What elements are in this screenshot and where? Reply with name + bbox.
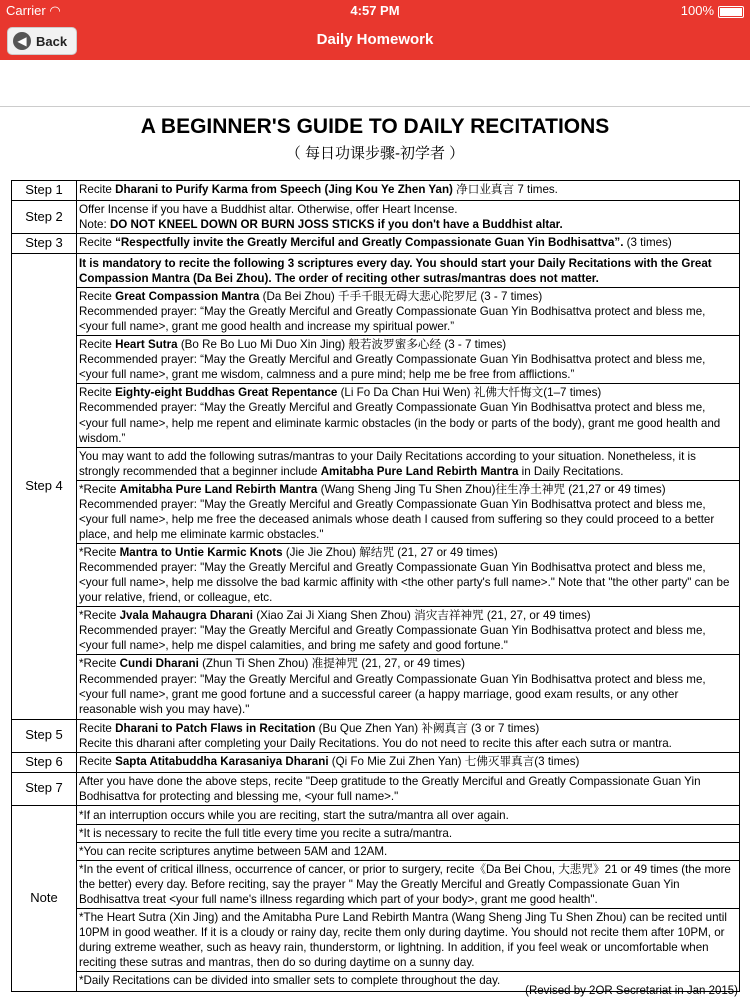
- step-label: Step 6: [12, 752, 77, 772]
- step-row: [12, 234, 740, 254]
- carrier-label: Carrier ◠: [6, 3, 61, 18]
- document-subtitle: （ 每日功课步骤-初学者 ）: [285, 145, 465, 162]
- step-label: Step 5: [12, 719, 77, 752]
- divider: [0, 106, 750, 107]
- note-item: *The Heart Sutra (Xin Jing) and the Amitabha Pure Land Rebirth Mantra (Wang Sheng Jing Tu Shen Zhou) can be recited until 10PM in good weather. If it is a cloudy or rainy day, recite them only during daytime. You should not recite them after 10PM, or during extreme weather, such as heavy rain, thunderstorm, or lightning. In addition, if you feel weak or uncomfortable when reciting these sutras and mantras, then do so during daytime on a sunny day.: [77, 908, 739, 971]
- step-label: Step 3: [12, 234, 77, 254]
- nav-bar: [0, 22, 750, 60]
- step-content: Recite Sapta Atitabuddha Karasaniya Dharani (Qi Fo Mie Zui Zhen Yan) 七佛灭罪真言(3 times): [77, 752, 740, 772]
- step-content: Recite Dharani to Purify Karma from Speech (Jing Kou Ye Zhen Yan) 净口业真言 7 times.: [77, 181, 740, 201]
- step-content: Offer Incense if you have a Buddhist altar. Otherwise, offer Heart Incense. Note: DO NOT KNEEL DOWN OR BURN JOSS STICKS if you don't have a Buddhist altar.: [77, 200, 740, 233]
- note-item: *It is necessary to recite the full title every time you recite a sutra/mantra.: [77, 824, 739, 842]
- step-row: [12, 772, 740, 805]
- note-item: *If an interruption occurs while you are reciting, start the sutra/mantra all over again.: [79, 808, 509, 822]
- revision-note: (Revised by 2OR Secretariat in Jan 2015): [525, 985, 738, 997]
- status-bar: [0, 0, 750, 22]
- step-label: Step 7: [12, 772, 77, 805]
- step-label: Step 2: [12, 200, 77, 233]
- step-row: [12, 200, 740, 233]
- note-row: [12, 805, 740, 991]
- step-content: After you have done the above steps, recite "Deep gratitude to the Greatly Merciful and Greatly Compassionate Guan Yin Bodhisattva for protecting and blessing me, <your full name>.": [77, 772, 740, 805]
- step-row: [12, 719, 740, 752]
- step-row: [12, 752, 740, 772]
- battery-status: 100%: [681, 3, 744, 18]
- note-item: *In the event of critical illness, occurrence of cancer, or prior to surgery, recite《Da Bei Chou, 大悲咒》21 or 49 times (the more the better) every day. Before reciting, say the prayer " May the Greatly Merciful and Greatly Compassionate Guan Yin Bodhisattva treat <your full name's illness regarding which part of your body>, grant me good health".: [77, 860, 739, 908]
- note-content: [77, 805, 740, 991]
- step-label: Step 1: [12, 181, 77, 201]
- note-item: *You can recite scriptures anytime between 5AM and 12AM.: [77, 842, 739, 860]
- step-row: [12, 181, 740, 201]
- clock: 4:57 PM: [350, 3, 400, 18]
- note-item: *Daily Recitations can be divided into smaller sets to complete throughout the day.: [77, 971, 739, 989]
- step-content: It is mandatory to recite the following 3 scriptures every day. You should start your Daily Recitations with the Great Compassion Mantra (Da Bei Zhou). The order of reciting other sutras/mantras does not matter. Recite Great Compassion Mantra (Da Bei Zhou) 千手千眼无碍大悲心陀罗尼 (3 - 7 times) Recommended prayer: “May the Greatly Merciful and Greatly Compassionate Guan Yin Bodhisattva protect and bless me, <your full name>, grant me good health and increase my spiritual power.” Recite Heart Sutra (Bo Re Bo Luo Mi Duo Xin Jing) 般若波罗蜜多心经 (3 - 7 times) Recommended prayer: “May the Greatly Merciful and Greatly Compassionate Guan Yin Bodhisattva protect and bless me, <your full name>, grant me wisdom, calmness and a pure mind; help me be free from afflictions.” Recite Eighty-eight Buddhas Great Repentance (Li Fo Da Chan Hui Wen) 礼佛大忏悔文(1–7 times) Recommended prayer: “May the Greatly Merciful and Greatly Compassionate Guan Yin Bodhisattva protect and bless me, <your full name>, help me repent and eliminate karmic obstacles (in the body or parts of the body), grant me good health and wisdom.” You may want to add the following sutras/mantras to your Daily Recitations according to your situation. Nonetheless, it is strongly recommended that a beginner include Amitabha Pure Land Rebirth Mantra in Daily Recitations. *Recite Amitabha Pure Land Rebirth Mantra (Wang Sheng Jing Tu Shen Zhou)往生净土神咒 (21,27 or 49 times) Recommended prayer: "May the Greatly Merciful and Greatly Compassionate Guan Yin Bodhisattva protect and bless me, <your full name>, help me free the deceased animals whose death I caused from suffering so they could proceed to a better place, and help me eliminate karmic obstacles." *Recite Mantra to Untie Karmic Knots (Jie Jie Zhou) 解结咒 (21, 27 or 49 times) Recommended prayer: "May the Greatly Merciful and Greatly Compassionate Guan Yin Bodhisattva protect and bless me, <your full name>, help me dissolve the bad karmic affinity with <the other party's full name>." Note that "the other party" can be your relative, friend, or colleague, etc. *Recite Jvala Mahaugra Dharani (Xiao Zai Ji Xiang Shen Zhou) 消灾吉祥神咒 (21, 27, or 49 times) Recommended prayer: "May the Greatly Merciful and Greatly Compassionate Guan Yin Bodhisattva protect and bless me, <your full name>, help me dispel calamities, and bring me safety and good fortune." *Recite Cundi Dharani (Zhun Ti Shen Zhou) 准提神咒 (21, 27, or 49 times) Recommended prayer: "May the Greatly Merciful and Greatly Compassionate Guan Yin Bodhisattva protect and bless me, <your full name>, grant me good fortune and a successful career (a happy marriage, good exam results, or any other reasonable wish you may have).": [77, 253, 740, 719]
- document-title: A BEGINNER'S GUIDE TO DAILY RECITATIONS: [140, 115, 610, 138]
- battery-icon: [718, 6, 744, 18]
- step-row: [12, 253, 740, 719]
- step-content: Recite “Respectfully invite the Greatly Merciful and Greatly Compassionate Guan Yin Bodhisattva”. (3 times): [77, 234, 740, 254]
- steps-table: [11, 180, 740, 992]
- nav-title: Daily Homework: [316, 31, 434, 48]
- step-label: Step 4: [12, 253, 77, 719]
- back-arrow-icon: ◀: [13, 32, 31, 50]
- back-label: Back: [36, 34, 68, 49]
- note-label: Note: [12, 805, 77, 991]
- wifi-icon: ◠: [49, 3, 61, 18]
- step-content: Recite Dharani to Patch Flaws in Recitation (Bu Que Zhen Yan) 补阙真言 (3 or 7 times) Recite this dharani after completing your Daily Recitations. You do not need to recite this after each sutra or mantra.: [77, 719, 740, 752]
